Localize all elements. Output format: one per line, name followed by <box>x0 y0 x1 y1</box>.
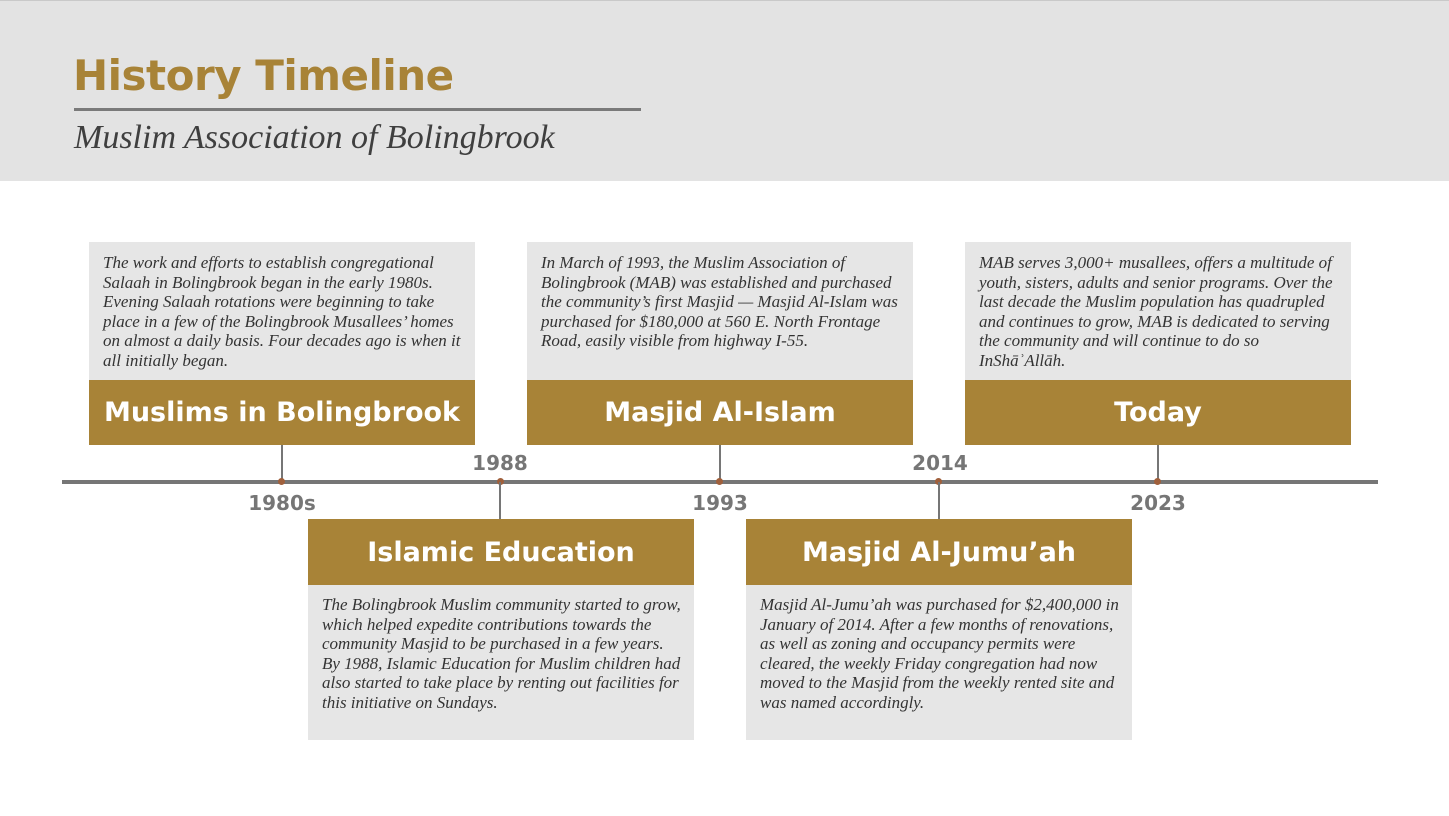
event-description-2014: Masjid Al-Jumu’ah was purchased for $2,400,000 in January of 2014. After a few months of renovations, as well as zoning and occupancy permits were cleared, the weekly Friday congregation had now moved to the Masjid from the weekly rented site and was named accordingly. <box>746 585 1132 740</box>
year-label-1980s: 1980s <box>248 491 316 515</box>
page-title: History Timeline <box>73 51 454 100</box>
event-title-1988: Islamic Education <box>308 519 694 585</box>
year-label-1988: 1988 <box>472 451 528 475</box>
page-subtitle: Muslim Association of Bolingbrook <box>74 119 555 156</box>
event-title-2014: Masjid Al-Jumu’ah <box>746 519 1132 585</box>
event-connector-1988 <box>499 482 501 519</box>
event-description-1980s: The work and efforts to establish congregational Salaah in Bolingbrook began in the early 1980s. Evening Salaah rotations were beginning to take place in a few of the Bolingbrook Musallees’ homes on almost a daily basis. Four decades ago is when it all initially began. <box>89 242 475 380</box>
event-connector-2014 <box>938 482 940 519</box>
title-divider <box>74 108 641 111</box>
event-connector-1993 <box>719 445 721 482</box>
year-label-1993: 1993 <box>692 491 748 515</box>
year-label-2023: 2023 <box>1130 491 1186 515</box>
event-title-2023: Today <box>965 380 1351 445</box>
timeline-dot-1993 <box>716 478 723 485</box>
timeline-dot-2023 <box>1154 478 1161 485</box>
event-connector-2023 <box>1157 445 1159 482</box>
event-connector-1980s <box>281 445 283 482</box>
timeline-dot-1980s <box>278 478 285 485</box>
year-label-2014: 2014 <box>912 451 968 475</box>
event-description-2023: MAB serves 3,000+ musallees, offers a multitude of youth, sisters, adults and senior programs. Over the last decade the Muslim population has quadrupled and continues to grow, MAB is dedicated to serving the community and will continue to do so InShāʾAllāh. <box>965 242 1351 380</box>
header-band <box>0 0 1449 181</box>
event-description-1988: The Bolingbrook Muslim community started to grow, which helped expedite contributions towards the community Masjid to be purchased in a few years. By 1988, Islamic Education for Muslim children had also started to take place by renting out facilities for this initiative on Sundays. <box>308 585 694 740</box>
event-title-1980s: Muslims in Bolingbrook <box>89 380 475 445</box>
event-description-1993: In March of 1993, the Muslim Association of Bolingbrook (MAB) was established and purchased the community’s first Masjid — Masjid Al-Islam was purchased for $180,000 at 560 E. North Frontage Road, easily visible from highway I-55. <box>527 242 913 380</box>
event-title-1993: Masjid Al-Islam <box>527 380 913 445</box>
